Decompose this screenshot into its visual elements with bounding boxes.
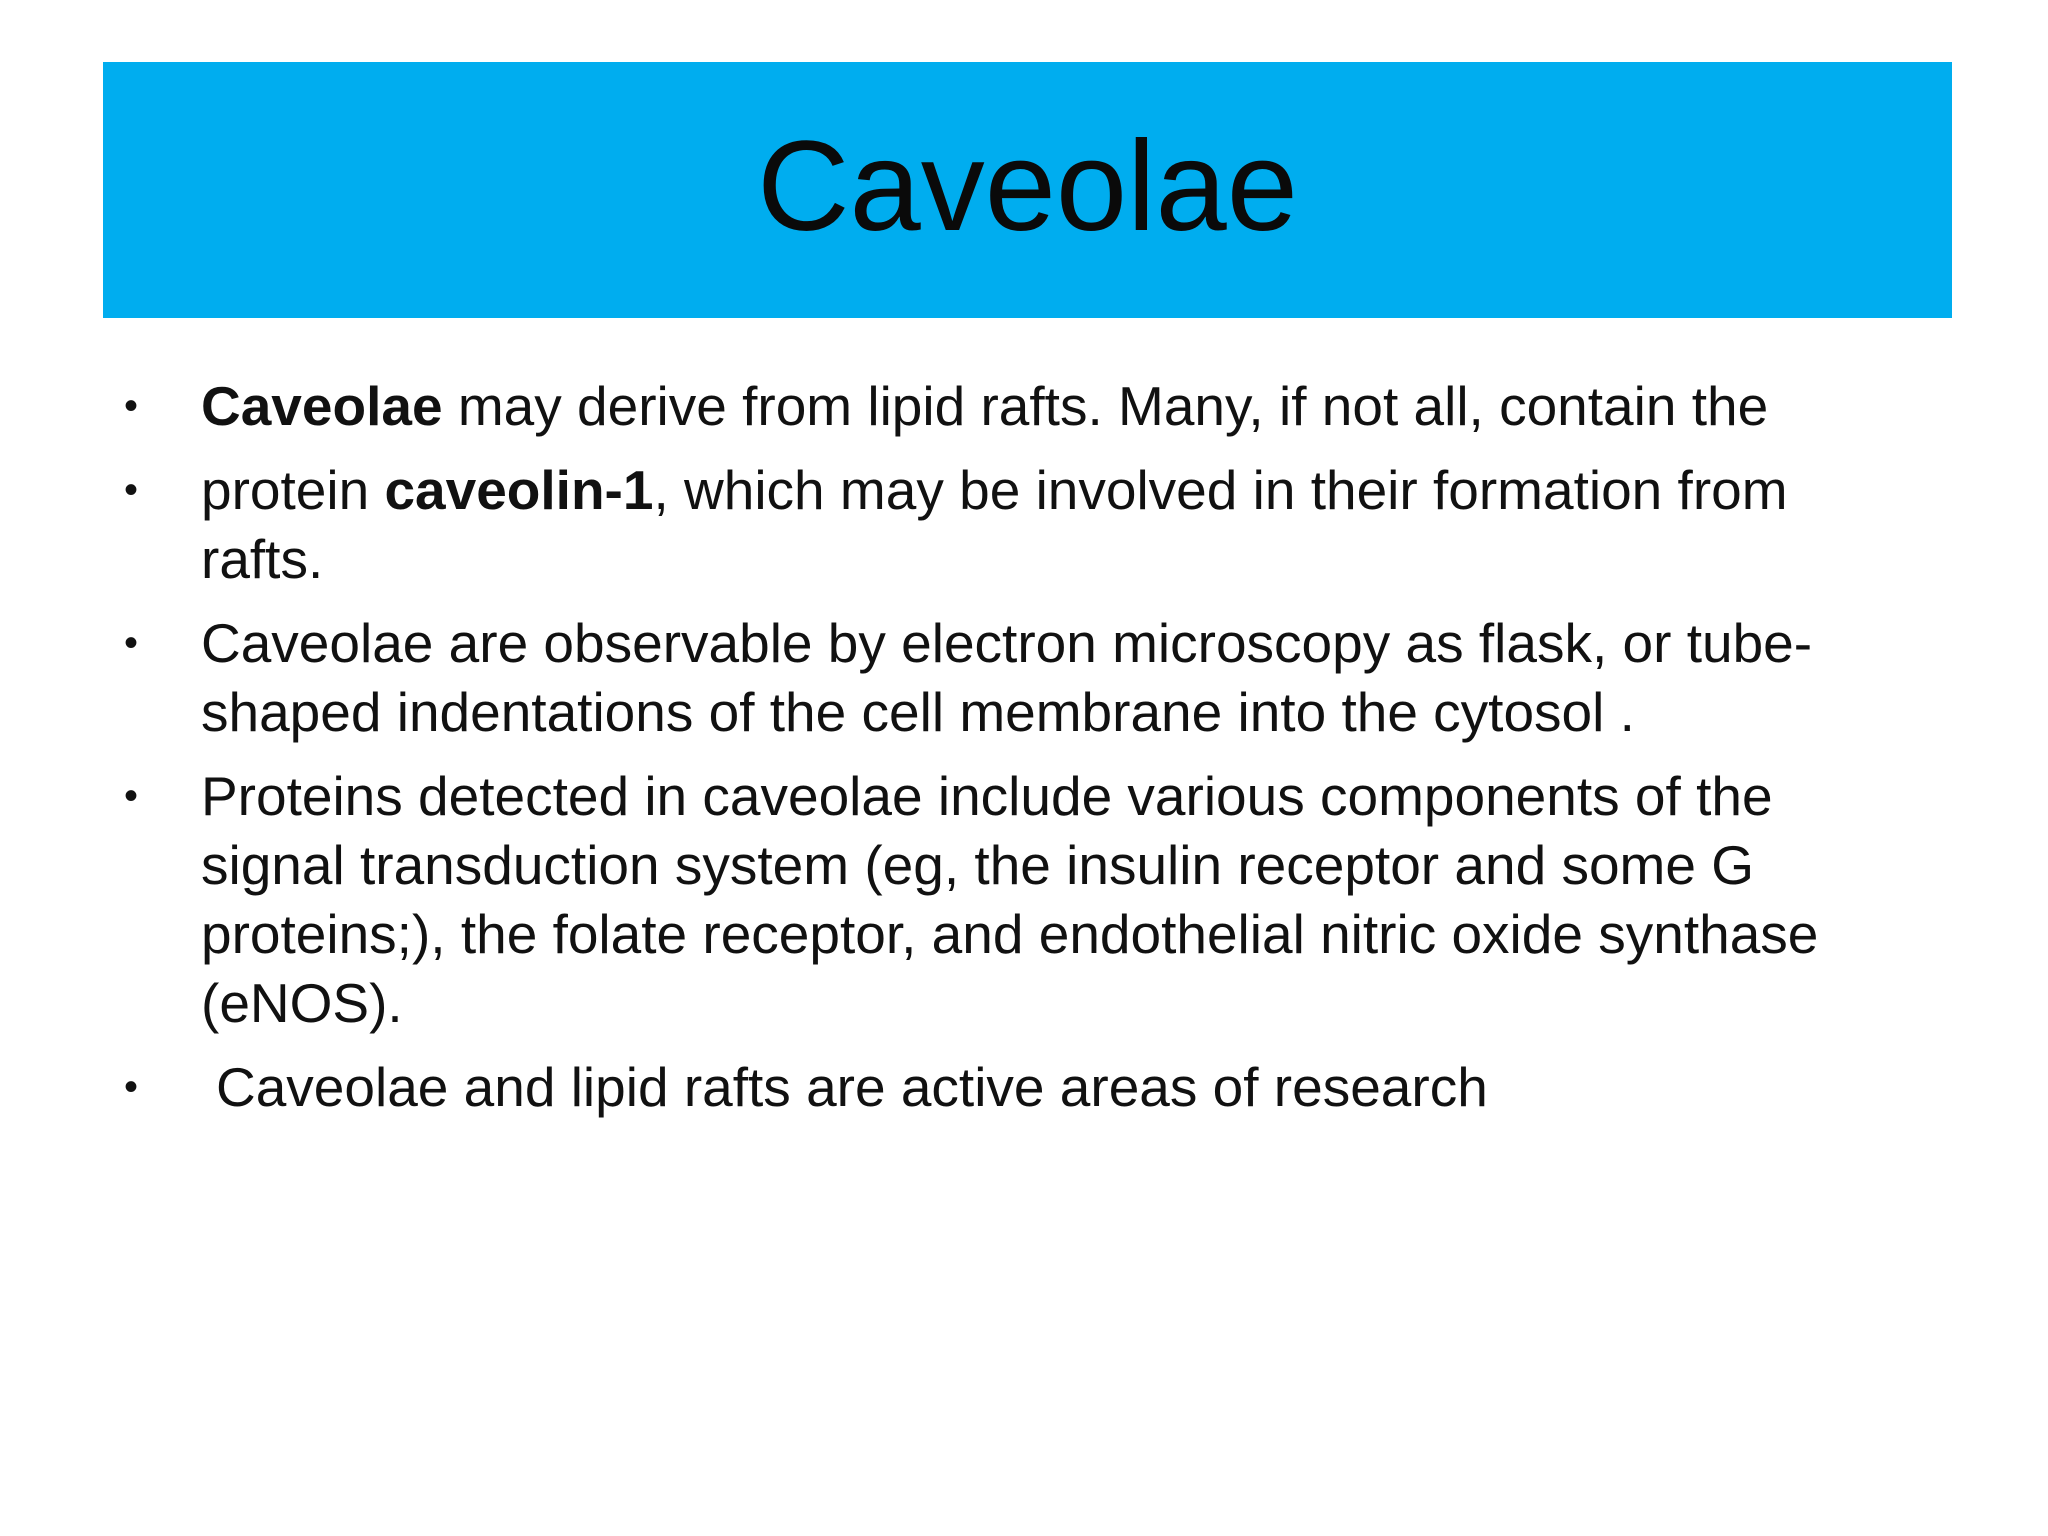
- bullet-5-text: Caveolae and lipid rafts are active areas of research: [216, 1056, 1488, 1118]
- bullet-2-bold: caveolin-1: [384, 459, 654, 521]
- bullet-list: [120, 372, 1920, 1137]
- bullet-item-2: [120, 456, 1920, 594]
- bullet-item-3: [120, 609, 1920, 747]
- bullet-icon: •: [124, 621, 139, 665]
- bullet-icon: •: [124, 1065, 139, 1109]
- bullet-item-4: [120, 762, 1920, 1038]
- bullet-icon: •: [124, 468, 139, 512]
- bullet-icon: •: [124, 774, 139, 818]
- bullet-item-1: [120, 372, 1920, 441]
- title-bar: [103, 62, 1952, 318]
- bullet-1-bold: Caveolae: [201, 375, 443, 437]
- bullet-4-text: Proteins detected in caveolae include various components of the signal transduction system (eg, the insulin receptor and some G proteins;), the folate receptor, and endothelial nitric oxide synthase (eNOS).: [201, 765, 1819, 1034]
- bullet-item-5: [120, 1053, 1920, 1122]
- bullet-2-text-pre: protein: [201, 459, 385, 521]
- slide-title: Caveolae: [757, 115, 1298, 258]
- bullet-3-text: Caveolae are observable by electron microscopy as flask, or tube-shaped indentations of the cell membrane into the cytosol .: [201, 612, 1813, 743]
- bullet-1-text: may derive from lipid rafts. Many, if not all, contain the: [442, 375, 1769, 437]
- bullet-icon: •: [124, 384, 139, 428]
- bullet-2-text-post: , which may be involved in their formation from rafts.: [201, 459, 1788, 590]
